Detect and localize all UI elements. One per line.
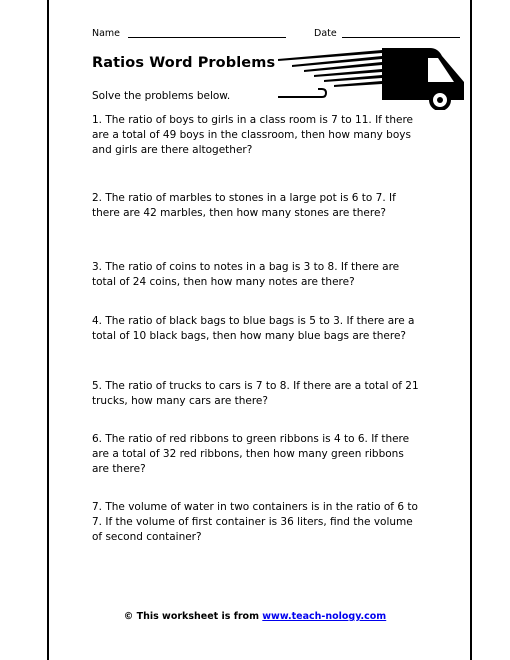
problem-5: 5. The ratio of trucks to cars is 7 to 8. If there are a total of 21 trucks, how many cars are there? [92, 380, 419, 407]
instructions-text: Solve the problems below. [92, 90, 231, 102]
problem-4: 4. The ratio of black bags to blue bags is 5 to 3. If there are a total of 10 black bags, then how many blue bags are there? [92, 315, 415, 342]
problem-7: 7. The volume of water in two containers is in the ratio of 6 to 7. If the volume of first container is 36 liters, find the volume of second container? [92, 501, 418, 543]
footer-credit [0, 611, 510, 622]
truck-icon [270, 40, 470, 110]
worksheet-title: Ratios Word Problems [92, 55, 276, 71]
problem-6: 6. The ratio of red ribbons to green ribbons is 4 to 6. If there are a total of 32 red ribbons, then how many green ribbons are there? [92, 433, 410, 475]
name-label: Name [92, 28, 121, 39]
problem-2: 2. The ratio of marbles to stones in a large pot is 6 to 7. If there are 42 marbles, then how many stones are there? [92, 192, 396, 219]
date-blank-line [342, 37, 460, 38]
date-label: Date [314, 28, 337, 39]
name-blank-line [128, 37, 286, 38]
problem-1: 1. The ratio of boys to girls in a class room is 7 to 11. If there are a total of 49 boys in the classroom, then how many boys and girls are there altogether? [92, 114, 413, 156]
left-margin-line [47, 0, 49, 660]
right-margin-line [470, 0, 472, 660]
problem-3: 3. The ratio of coins to notes in a bag is 3 to 8. If there are total of 24 coins, then how many notes are there? [92, 261, 400, 288]
footer-link[interactable]: www.teach-nology.com [262, 611, 387, 622]
footer-prefix: © This worksheet is from [123, 611, 263, 622]
